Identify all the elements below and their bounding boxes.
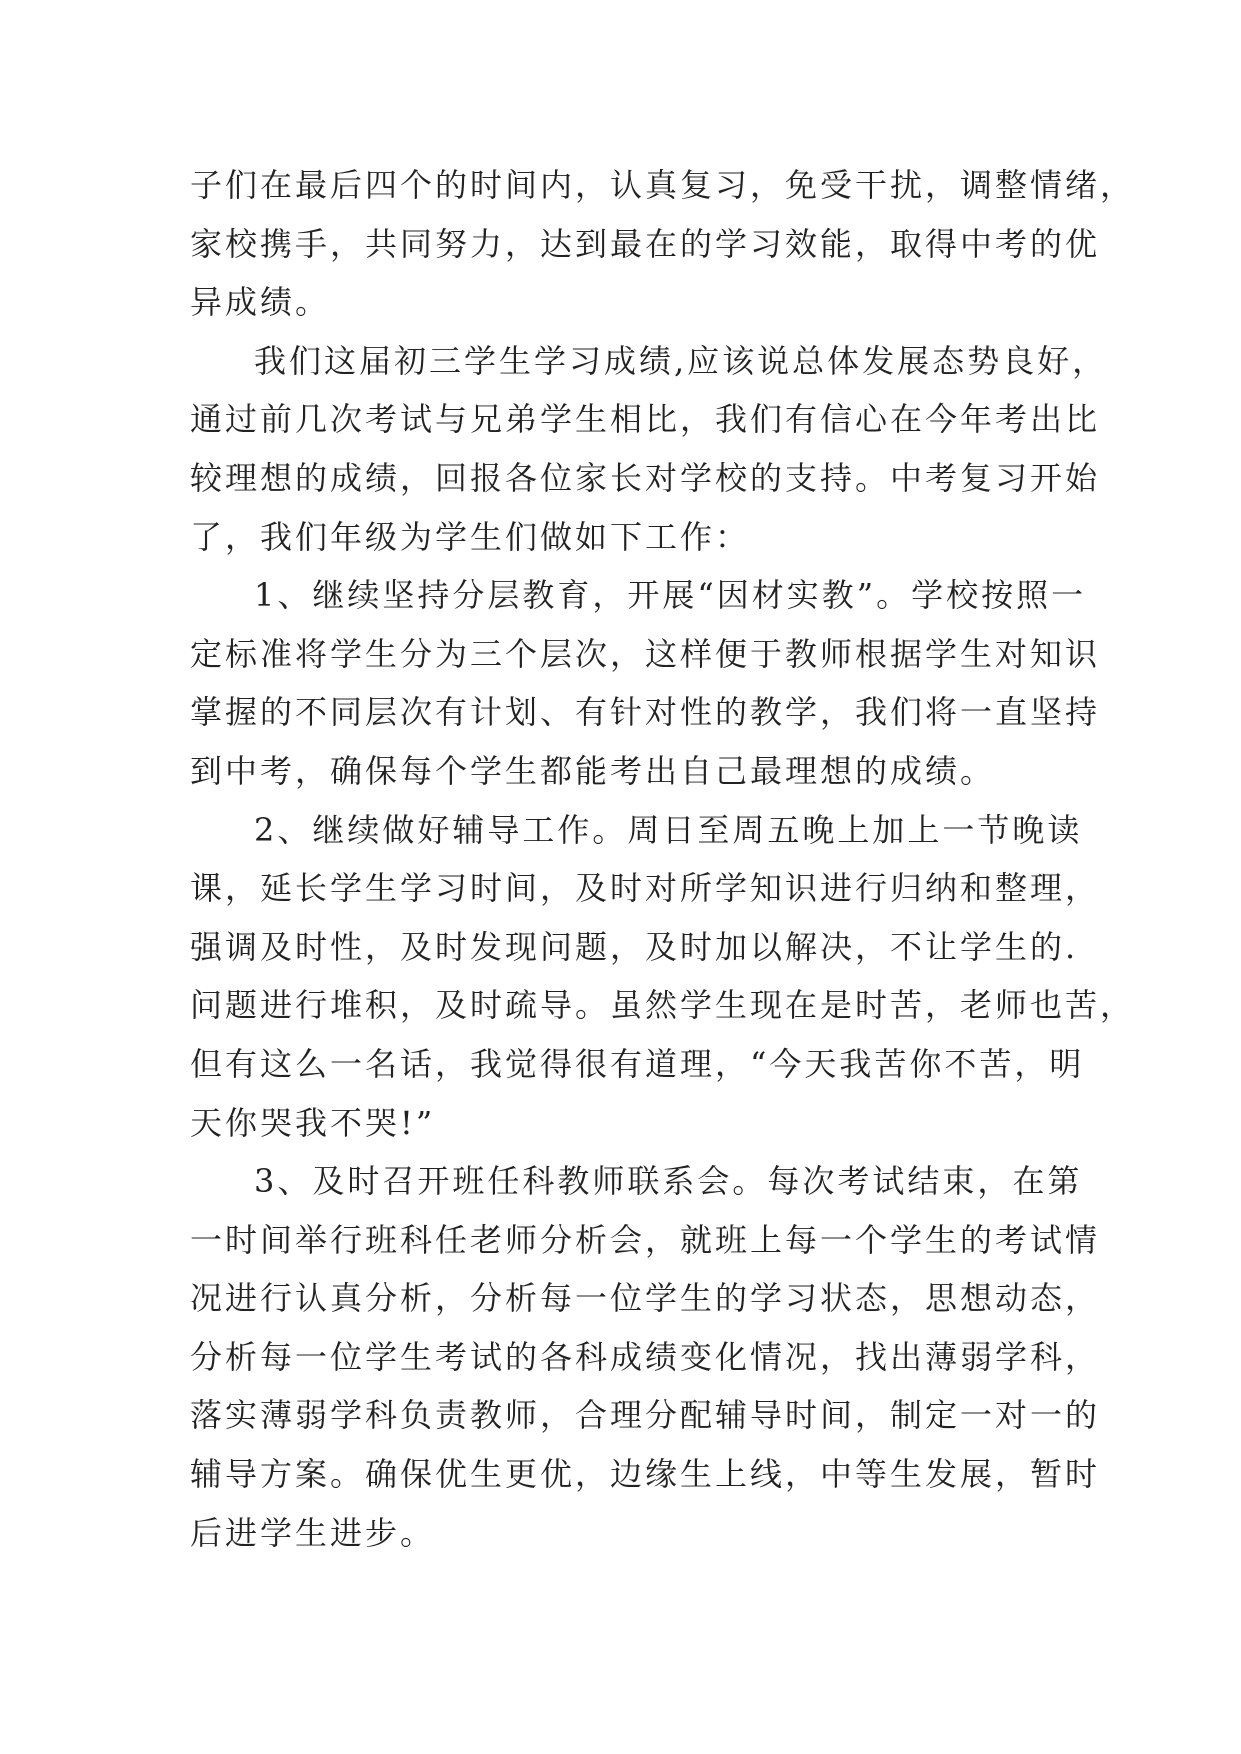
text-line: 问题进行堆积，及时疏导。虽然学生现在是时苦，老师也苦， bbox=[190, 986, 1136, 1025]
text-line: 到中考，确保每个学生都能考出自己最理想的成绩。 bbox=[190, 751, 996, 790]
text-line: 子们在最后四个的时间内，认真复习，免受干扰，调整情绪， bbox=[190, 166, 1136, 204]
text-line: 分析每一位学生考试的各科成绩变化情况，找出薄弱学科， bbox=[190, 1337, 1101, 1376]
text-line: 落实薄弱学科负责教师，合理分配辅导时间，制定一对一的 bbox=[190, 1396, 1101, 1435]
text-line: 通过前几次考试与兄弟学生相比，我们有信心在今年考出比 bbox=[190, 400, 1101, 439]
text-line: 我们这届初三学生学习成绩,应该说总体发展态势良好， bbox=[254, 341, 1108, 380]
paragraph-2 bbox=[190, 332, 1108, 566]
text-line: 后进学生进步。 bbox=[190, 1513, 436, 1552]
text-line: 但有这么一名话，我觉得很有道理，“今天我苦你不苦，明 bbox=[190, 1044, 1085, 1083]
text-line: 课，延长学生学习时间，及时对所学知识进行归纳和整理， bbox=[190, 869, 1101, 908]
text-line: 了，我们年级为学生们做如下工作： bbox=[190, 517, 751, 556]
paragraph-4 bbox=[190, 801, 1136, 1153]
text-line: 家校携手，共同努力，达到最在的学习效能，取得中考的优 bbox=[190, 224, 1101, 263]
text-line: 1、继续坚持分层教育，开展“因材实教”。学校按照一 bbox=[254, 576, 1087, 615]
text-line: 异成绩。 bbox=[190, 283, 331, 322]
text-line: 掌握的不同层次有计划、有针对性的教学，我们将一直坚持 bbox=[190, 693, 1101, 732]
text-line: 较理想的成绩，回报各位家长对学校的支持。中考复习开始 bbox=[190, 458, 1101, 497]
text-line: 强调及时性，及时发现问题，及时加以解决，不让学生的. bbox=[190, 927, 1079, 966]
text-line: 定标准将学生分为三个层次，这样便于教师根据学生对知识 bbox=[190, 634, 1101, 673]
paragraph-5 bbox=[190, 1152, 1101, 1562]
text-line: 一时间举行班科任老师分析会，就班上每一个学生的考试情 bbox=[190, 1220, 1101, 1259]
paragraph-1 bbox=[190, 156, 1136, 332]
document-body bbox=[190, 156, 1136, 1562]
text-line: 况进行认真分析，分析每一位学生的学习状态，思想动态， bbox=[190, 1279, 1101, 1318]
text-line: 3、及时召开班任科教师联系会。每次考试结束，在第 bbox=[254, 1162, 1083, 1201]
paragraph-3 bbox=[190, 566, 1101, 800]
text-line: 2、继续做好辅导工作。周日至周五晚上加上一节晚读 bbox=[254, 810, 1083, 849]
text-line: 天你哭我不哭!” bbox=[190, 1103, 436, 1142]
text-line: 辅导方案。确保优生更优，边缘生上线，中等生发展，暂时 bbox=[190, 1455, 1101, 1494]
